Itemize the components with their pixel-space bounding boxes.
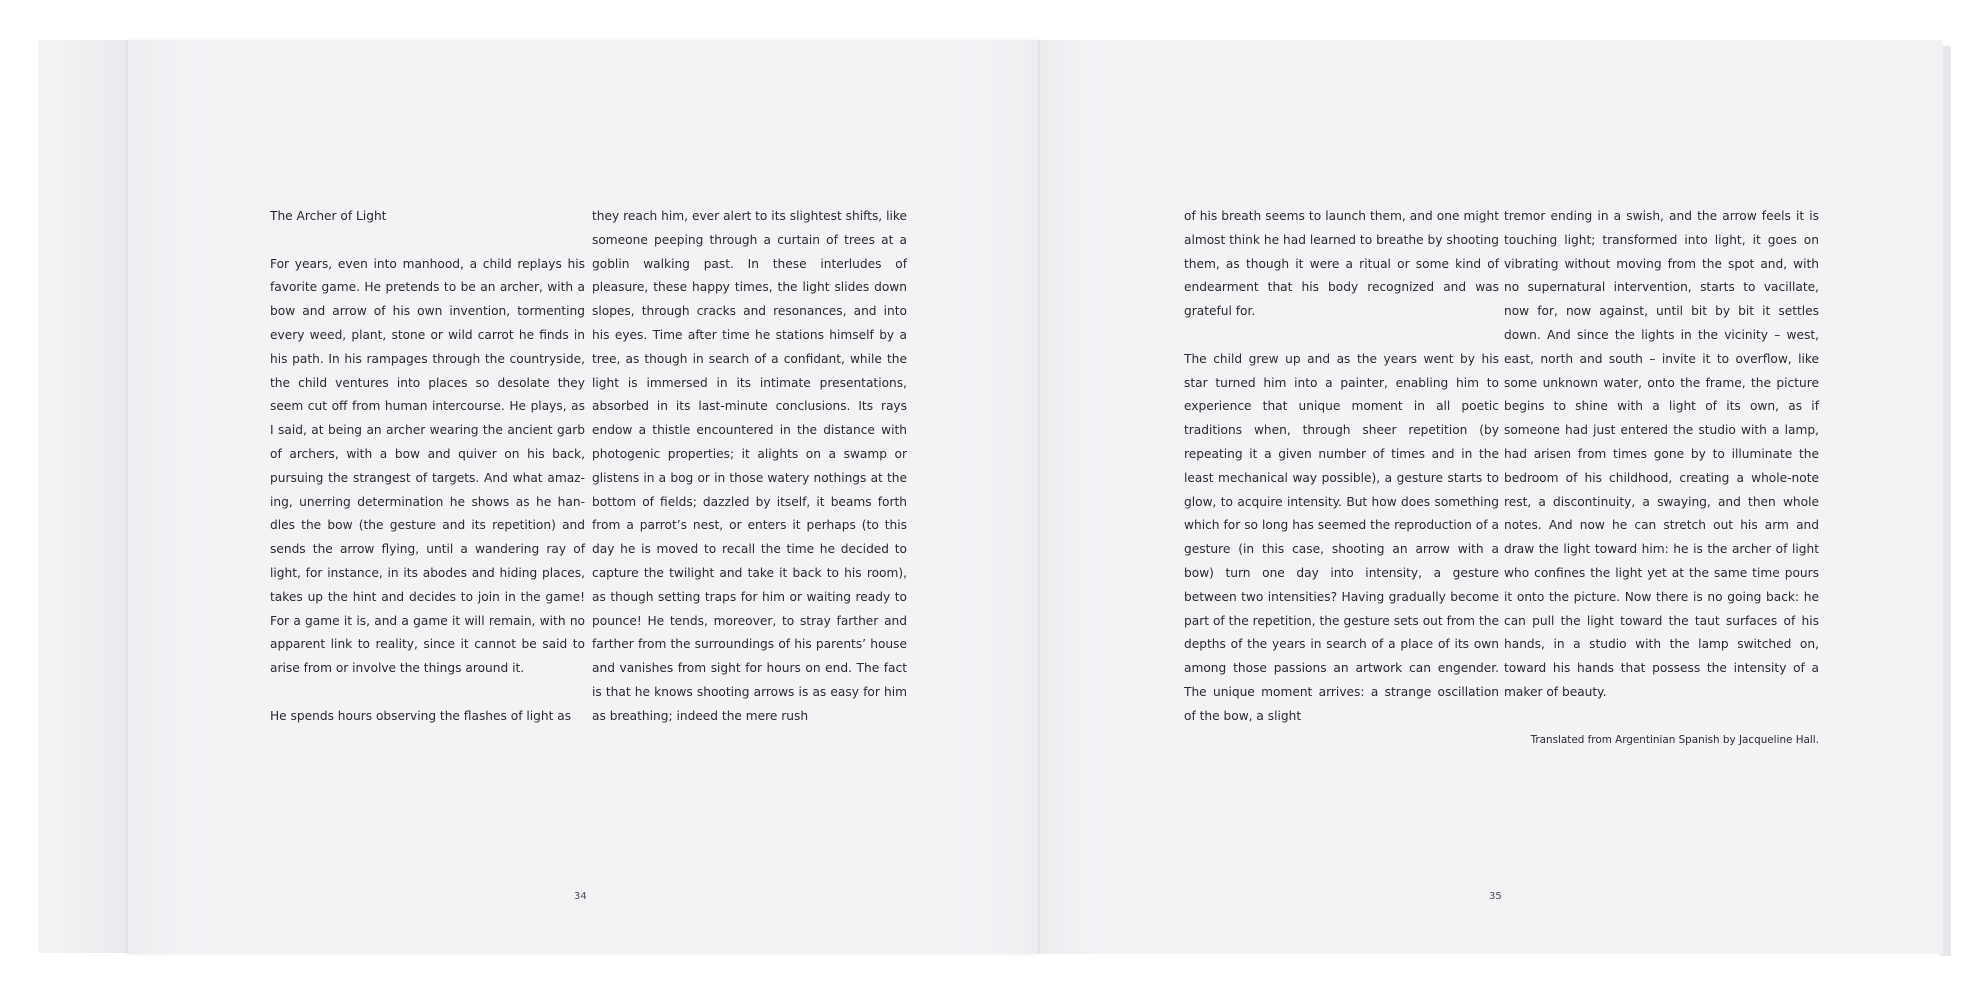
right-page-column-2 <box>1504 205 1819 752</box>
paragraph: of his breath seems to launch them, and one might almost think he had learned to breathe by shooting them, as though it were a ritual or some kind of endearment that his body recognized and was grateful for. <box>1184 209 1499 319</box>
left-page-column-2 <box>592 205 907 729</box>
paragraph: The child grew up and as the years went by his star turned him into a painter, enabling him to experience that unique moment in all poetic traditions when, through sheer repetition (by repeating it a given number of times and in the least mechanical way possible), a gesture starts to glow, to acquire intensity. But how does something which for so long has seemed the reproduction of a gesture (in this case, shooting an arrow with a bow) turn one day into intensity, a gesture between two intensities? Having gradually become part of the repetition, the gesture sets out from the depths of the years in search of a place of its own among those passions an artwork can engender. The unique moment arrives: a strange oscillation of the bow, a slight <box>1184 351 1499 723</box>
essay-title: The Archer of Light <box>270 209 387 223</box>
translator-credit: Translated from Argentinian Spanish by Jacqueline Hall. <box>1530 733 1819 746</box>
left-page-column-1 <box>270 205 585 729</box>
gutter-fold <box>1038 40 1042 954</box>
paragraph: they reach him, ever alert to its slightest shifts, like someone peeping through a curtain of trees at a goblin walking past. In these interludes of pleasure, these happy times, the light slides down slopes, through cracks and resonances, and into his eyes. Time after time he stations himself by a tree, as though in search of a confidant, while the light is immersed in its intimate presentations, absorbed in its last-minute conclusions. Its rays endow a thistle encountered in the distance with photogenic properties; it alights on a swamp or glistens in a bog or in those watery nothings at the bottom of fields; dazzled by itself, it beams forth from a parrot’s nest, or enters it perhaps (to this day he is moved to recall the time he decided to capture the twilight and take it back to his room), as though setting traps for him or waiting ready to pounce! He tends, moreover, to stray farther and farther from the surroundings of his parents’ house and vanishes from sight for hours on end. The fact is that he knows shooting arrows is as easy for him as breathing; indeed the mere rush <box>592 209 907 723</box>
paragraph: For years, even into manhood, a child replays his favorite game. He pretends to be an archer, with a bow and arrow of his own invention, tormenting every weed, plant, stone or wild carrot he finds in his path. In his rampages through the countryside, the child ventures into places so desolate they seem cut off from human intercourse. He plays, as I said, at being an archer wearing the ancient garb of archers, with a bow and quiver on his back, pursuing the strangest of targets. And what amazing, unerring determination he shows as he handles the bow (the gesture and its repetition) and sends the arrow flying, until a wandering ray of light, for instance, in its abodes and hiding places, takes up the hint and decides to join in the game! For a game it is, and a game it will remain, with no apparent link to reality, since it cannot be said to arise from or involve the things around it. <box>270 256 585 676</box>
paragraph: He spends hours observing the flashes of light as <box>270 708 572 723</box>
page-number-left: 34 <box>574 891 587 902</box>
page-number-right: 35 <box>1489 891 1502 902</box>
right-page-column-1 <box>1184 205 1499 729</box>
paragraph: tremor ending in a swish, and the arrow feels it is touching light; transformed into light, it goes on vibrating without moving from the spot and, with no supernatural intervention, starts to vacillate, now for, now against, until bit by bit it settles down. And since the lights in the vicinity – west, east, north and south – invite it to overflow, like some unknown water, onto the frame, the picture begins to shine with a light of its own, as if someone had just entered the studio with a lamp, had arisen from times gone by to illuminate the bedroom of his childhood, creating a whole-note rest, a discontinuity, a swaying, and then whole notes. And now he can stretch out his arm and draw the light toward him: he is the archer of light who confines the light yet at the same time pours it onto the picture. Now there is no going back: he can pull the light toward the taut surfaces of his hands, in a studio with the lamp switched on, toward his hands that possess the intensity of a maker of beauty. <box>1504 209 1819 699</box>
